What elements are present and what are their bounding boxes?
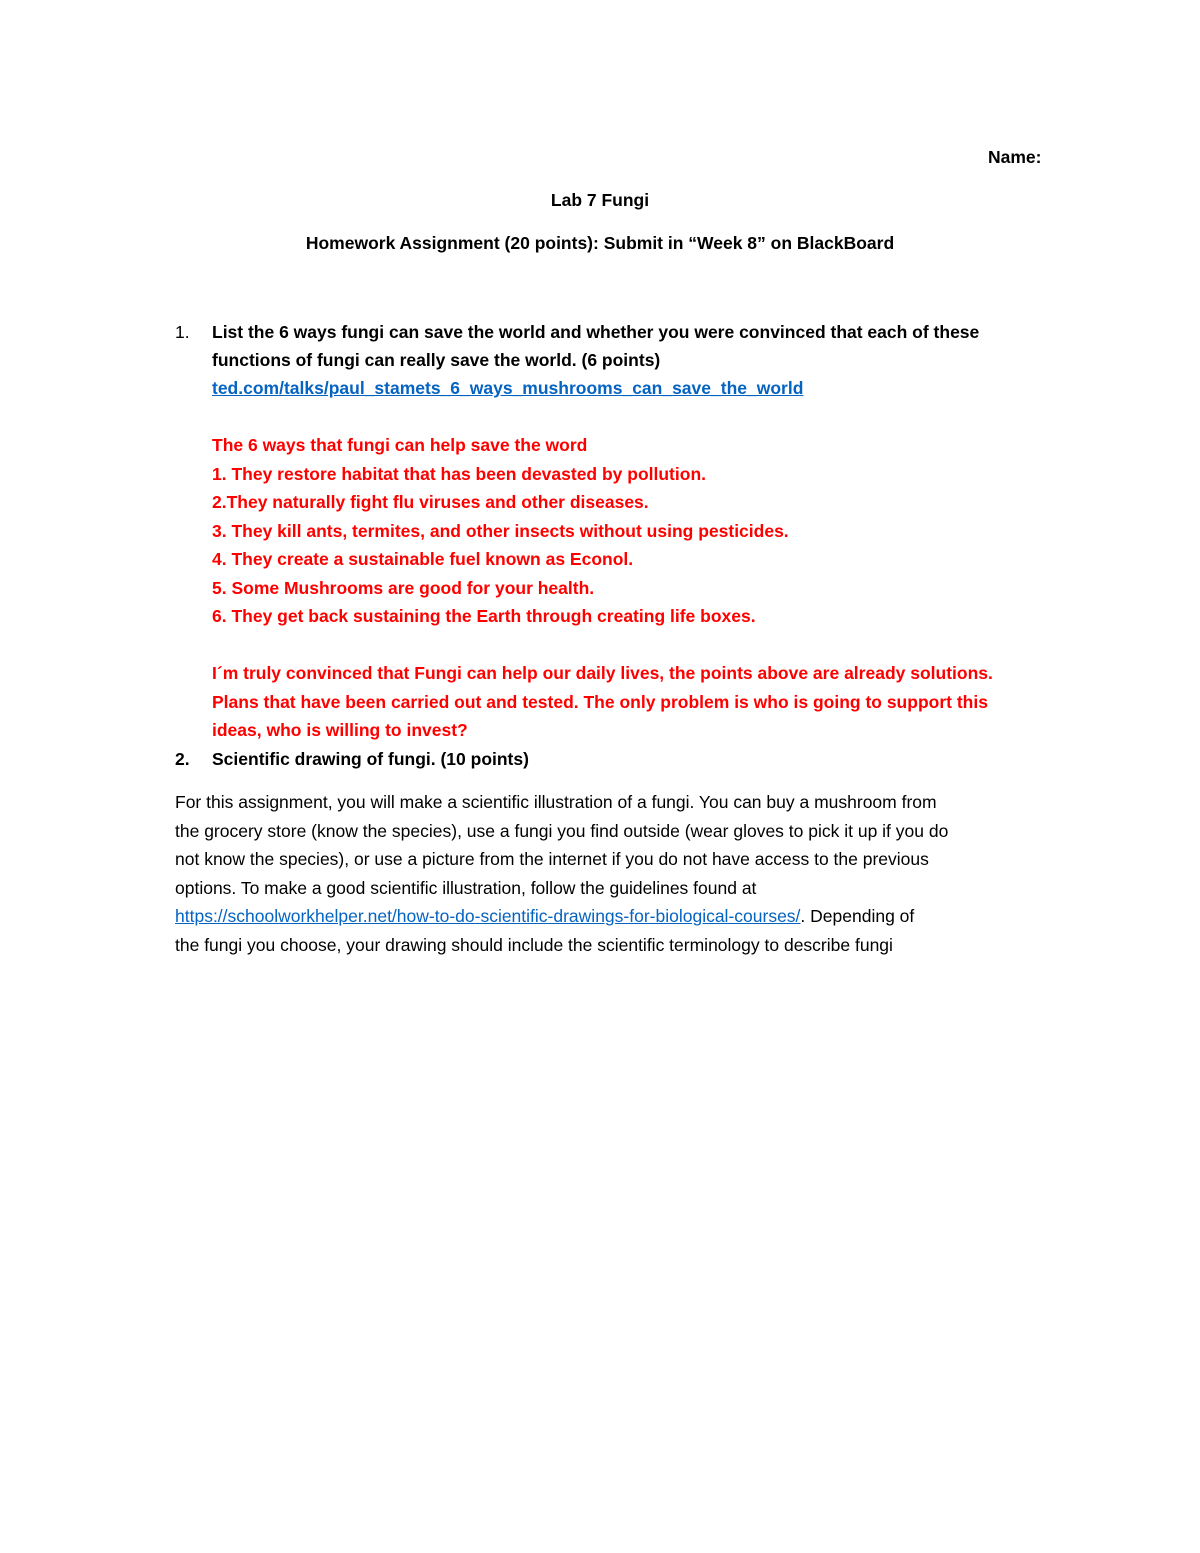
answer-item: 2.They naturally fight flu viruses and other diseases. bbox=[212, 492, 649, 512]
q1-text-line1: List the 6 ways fungi can save the world and whether you were convinced that each of these bbox=[212, 322, 980, 342]
answer-item: 5. Some Mushrooms are good for your health. bbox=[212, 578, 595, 598]
name-label: Name: bbox=[988, 147, 1042, 167]
document-title: Lab 7 Fungi bbox=[550, 190, 650, 210]
answer-item: 4. They create a sustainable fuel known as Econol. bbox=[212, 549, 634, 569]
instructions-line: the grocery store (know the species), use a fungi you find outside (wear gloves to pick it up if you do bbox=[175, 821, 949, 841]
instructions-line: For this assignment, you will make a scientific illustration of a fungi. You can buy a mushroom from bbox=[175, 792, 937, 812]
q1-number: 1. bbox=[175, 322, 190, 342]
instructions-line: options. To make a good scientific illustration, follow the guidelines found at bbox=[175, 878, 757, 898]
answer-conclusion-line: Plans that have been carried out and tested. The only problem is who is going to support this bbox=[212, 692, 988, 712]
answer-conclusion-line: ideas, who is willing to invest? bbox=[212, 720, 468, 740]
answer-conclusion-line: I´m truly convinced that Fungi can help our daily lives, the points above are already solutions. bbox=[212, 663, 993, 683]
answer-item: 3. They kill ants, termites, and other insects without using pesticides. bbox=[212, 521, 789, 541]
q2-text: Scientific drawing of fungi. (10 points) bbox=[212, 749, 529, 769]
answer-item: 6. They get back sustaining the Earth through creating life boxes. bbox=[212, 606, 756, 626]
q1-text-line2: functions of fungi can really save the world. (6 points) bbox=[212, 350, 661, 370]
instructions-line-with-link bbox=[175, 902, 914, 930]
answer-item: 1. They restore habitat that has been devasted by pollution. bbox=[212, 464, 706, 484]
ted-talk-link[interactable]: ted.com/talks/paul_stamets_6_ways_mushrooms_can_save_the_world bbox=[212, 378, 804, 398]
answer-heading: The 6 ways that fungi can help save the word bbox=[212, 435, 588, 455]
instructions-line: not know the species), or use a picture from the internet if you do not have access to the previous bbox=[175, 849, 929, 869]
scientific-drawing-guidelines-link[interactable]: https://schoolworkhelper.net/how-to-do-scientific-drawings-for-biological-courses/ bbox=[175, 906, 801, 926]
q2-number: 2. bbox=[175, 749, 190, 769]
document-subtitle: Homework Assignment (20 points): Submit in “Week 8” on BlackBoard bbox=[305, 233, 895, 253]
instructions-line-tail: . Depending of bbox=[800, 906, 915, 926]
instructions-line: the fungi you choose, your drawing should include the scientific terminology to describe fungi bbox=[175, 935, 893, 955]
